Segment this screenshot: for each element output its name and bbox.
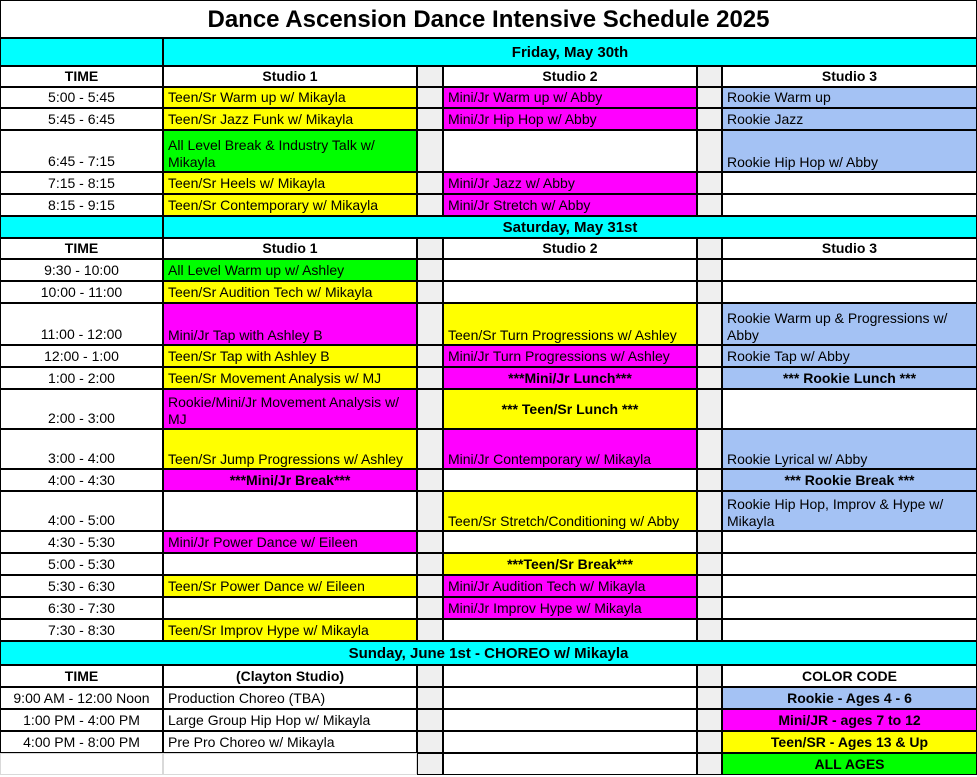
time-slot bbox=[0, 194, 163, 216]
class-block bbox=[163, 130, 417, 172]
class-block bbox=[163, 389, 417, 429]
class-block bbox=[722, 194, 977, 216]
class-block bbox=[722, 108, 977, 130]
class-block bbox=[443, 597, 697, 619]
time-slot bbox=[0, 597, 163, 619]
class-block bbox=[163, 194, 417, 216]
class-block-text: Mini/Jr Warm up w/ Abby bbox=[448, 89, 603, 105]
class-block bbox=[163, 709, 417, 731]
class-block bbox=[722, 172, 977, 194]
class-block-text: Teen/Sr Jazz Funk w/ Mikayla bbox=[168, 110, 354, 127]
saturday-col-studio1 bbox=[163, 238, 417, 259]
spacer-cell bbox=[417, 731, 443, 753]
friday-col-studio3-text: Studio 3 bbox=[821, 68, 878, 84]
class-block bbox=[722, 259, 977, 281]
spacer-cell bbox=[697, 575, 722, 597]
time-slot-text: 10:00 - 11:00 bbox=[40, 284, 123, 300]
class-block bbox=[722, 130, 977, 172]
spacer-cell bbox=[417, 575, 443, 597]
class-block bbox=[722, 281, 977, 303]
class-block bbox=[443, 429, 697, 469]
spacer-cell bbox=[697, 553, 722, 575]
spacer-cell bbox=[697, 491, 722, 531]
color-code-item bbox=[722, 753, 977, 775]
spacer-cell bbox=[417, 87, 443, 108]
friday-col-time bbox=[0, 66, 163, 87]
spacer-cell bbox=[697, 665, 722, 687]
saturday-banner-left bbox=[0, 216, 163, 238]
spacer-cell bbox=[417, 619, 443, 641]
class-block-text: ***Mini/Jr Break*** bbox=[229, 471, 351, 488]
class-block bbox=[163, 367, 417, 389]
class-block bbox=[443, 367, 697, 389]
time-slot bbox=[0, 281, 163, 303]
time-slot-text: 5:00 - 5:45 bbox=[48, 89, 115, 105]
time-slot bbox=[0, 87, 163, 108]
empty-cell bbox=[0, 753, 163, 775]
class-block-text: Teen/Sr Warm up w/ Mikayla bbox=[168, 89, 346, 105]
spacer-cell bbox=[697, 130, 722, 172]
spacer-cell bbox=[417, 531, 443, 553]
class-block-text: Mini/Jr Contemporary w/ Mikayla bbox=[448, 451, 652, 467]
saturday-col-time-text: TIME bbox=[64, 240, 99, 256]
class-block bbox=[443, 172, 697, 194]
time-slot bbox=[0, 367, 163, 389]
class-block-text: Rookie/Mini/Jr Movement Analysis w/ MJ bbox=[168, 394, 400, 427]
saturday-col-studio3 bbox=[722, 238, 977, 259]
color-code-item-text: Rookie - Ages 4 - 6 bbox=[787, 689, 912, 706]
empty-cell bbox=[443, 687, 697, 709]
spacer-cell bbox=[697, 303, 722, 345]
time-slot-text: 4:00 - 4:30 bbox=[48, 472, 115, 488]
friday-day-header bbox=[163, 38, 977, 66]
class-block bbox=[163, 303, 417, 345]
class-block-text: Rookie Lyrical w/ Abby bbox=[727, 451, 868, 467]
class-block bbox=[163, 345, 417, 367]
time-slot-text: 2:00 - 3:00 bbox=[48, 410, 115, 426]
class-block-text: *** Rookie Break *** bbox=[784, 471, 915, 488]
time-slot-text: 11:00 - 12:00 bbox=[40, 326, 123, 342]
spacer-cell bbox=[417, 429, 443, 469]
time-slot-text: 9:00 AM - 12:00 Noon bbox=[13, 689, 150, 706]
class-block-text: Teen/Sr Jump Progressions w/ Ashley bbox=[168, 451, 403, 467]
time-slot-text: 5:45 - 6:45 bbox=[48, 111, 115, 127]
time-slot bbox=[0, 731, 163, 753]
class-block bbox=[163, 731, 417, 753]
time-slot-text: 4:00 PM - 8:00 PM bbox=[23, 733, 140, 750]
class-block bbox=[163, 553, 417, 575]
class-block-text: All Level Break & Industry Talk w/ Mikayla bbox=[168, 137, 375, 170]
time-slot-text: 5:00 - 5:30 bbox=[48, 556, 115, 572]
class-block bbox=[163, 429, 417, 469]
class-block bbox=[163, 597, 417, 619]
saturday-day-header bbox=[163, 216, 977, 238]
time-slot bbox=[0, 531, 163, 553]
spacer-cell bbox=[417, 130, 443, 172]
class-block-text: Rookie Hip Hop, Improv & Hype w/ Mikayla bbox=[727, 496, 944, 529]
class-block-text: Rookie Warm up bbox=[727, 89, 831, 105]
class-block bbox=[163, 87, 417, 108]
time-slot bbox=[0, 491, 163, 531]
class-block bbox=[722, 597, 977, 619]
class-block bbox=[722, 367, 977, 389]
class-block bbox=[722, 619, 977, 641]
sunday-col-time-text: TIME bbox=[64, 667, 99, 684]
spacer-cell bbox=[697, 687, 722, 709]
class-block bbox=[443, 194, 697, 216]
friday-col-time-text: TIME bbox=[64, 68, 99, 84]
spacer-cell bbox=[417, 303, 443, 345]
class-block bbox=[722, 531, 977, 553]
saturday-day-header-text: Saturday, May 31st bbox=[502, 218, 638, 236]
class-block bbox=[163, 575, 417, 597]
time-slot bbox=[0, 303, 163, 345]
sunday-col-studio-text: (Clayton Studio) bbox=[235, 667, 345, 684]
class-block bbox=[722, 303, 977, 345]
spacer-cell bbox=[417, 687, 443, 709]
spacer-cell bbox=[417, 281, 443, 303]
spacer-cell bbox=[417, 345, 443, 367]
time-slot bbox=[0, 709, 163, 731]
spacer-cell bbox=[697, 172, 722, 194]
time-slot-text: 5:30 - 6:30 bbox=[48, 578, 115, 594]
spacer-cell bbox=[417, 597, 443, 619]
class-block bbox=[163, 281, 417, 303]
time-slot bbox=[0, 130, 163, 172]
friday-col-studio1 bbox=[163, 66, 417, 87]
class-block-text: Mini/Jr Turn Progressions w/ Ashley bbox=[448, 347, 670, 364]
saturday-col-time bbox=[0, 238, 163, 259]
class-block bbox=[163, 687, 417, 709]
sunday-col-time bbox=[0, 665, 163, 687]
saturday-spacer bbox=[417, 238, 443, 259]
friday-spacer bbox=[417, 66, 443, 87]
time-slot-text: 7:15 - 8:15 bbox=[48, 175, 115, 191]
spacer-cell bbox=[417, 469, 443, 491]
sunday-day-header bbox=[0, 641, 977, 665]
spacer-cell bbox=[417, 108, 443, 130]
class-block bbox=[722, 553, 977, 575]
spacer-cell bbox=[417, 753, 443, 775]
time-slot bbox=[0, 345, 163, 367]
time-slot-text: 8:15 - 9:15 bbox=[48, 197, 115, 213]
saturday-col-studio1-text: Studio 1 bbox=[262, 240, 318, 256]
class-block-text: Production Choreo (TBA) bbox=[168, 689, 326, 706]
class-block bbox=[443, 281, 697, 303]
time-slot-text: 9:30 - 10:00 bbox=[44, 262, 119, 278]
time-slot bbox=[0, 108, 163, 130]
class-block bbox=[443, 619, 697, 641]
time-slot-text: 6:30 - 7:30 bbox=[48, 600, 115, 616]
spacer-cell bbox=[697, 753, 722, 775]
class-block-text: Mini/Jr Stretch w/ Abby bbox=[448, 196, 591, 213]
class-block bbox=[443, 553, 697, 575]
time-slot-text: 3:00 - 4:00 bbox=[48, 450, 115, 466]
spacer-cell bbox=[417, 259, 443, 281]
class-block bbox=[163, 259, 417, 281]
color-code-item bbox=[722, 709, 977, 731]
time-slot-text: 1:00 PM - 4:00 PM bbox=[23, 711, 140, 728]
time-slot-text: 12:00 - 1:00 bbox=[44, 348, 119, 364]
friday-col-studio2 bbox=[443, 66, 697, 87]
class-block-text: ***Mini/Jr Lunch*** bbox=[508, 369, 632, 386]
class-block-text: Rookie Hip Hop w/ Abby bbox=[727, 154, 878, 170]
spacer-cell bbox=[417, 172, 443, 194]
class-block bbox=[443, 303, 697, 345]
class-block-text: Teen/Sr Turn Progressions w/ Ashley bbox=[448, 327, 677, 343]
class-block-text: ***Teen/Sr Break*** bbox=[507, 555, 633, 572]
class-block-text: Teen/Sr Contemporary w/ Mikayla bbox=[168, 196, 379, 213]
spacer-cell bbox=[697, 345, 722, 367]
spacer-cell bbox=[697, 597, 722, 619]
saturday-col-studio2 bbox=[443, 238, 697, 259]
spacer-cell bbox=[697, 429, 722, 469]
spacer-cell bbox=[697, 194, 722, 216]
color-code-item-text: Mini/JR - ages 7 to 12 bbox=[778, 711, 921, 728]
class-block bbox=[722, 389, 977, 429]
class-block bbox=[163, 531, 417, 553]
color-code-item bbox=[722, 687, 977, 709]
class-block bbox=[163, 491, 417, 531]
color-code-item bbox=[722, 731, 977, 753]
spacer-cell bbox=[417, 194, 443, 216]
class-block bbox=[722, 87, 977, 108]
spacer-cell bbox=[697, 619, 722, 641]
class-block-text: Teen/Sr Audition Tech w/ Mikayla bbox=[168, 283, 373, 300]
class-block bbox=[722, 345, 977, 367]
color-code-item-text: Teen/SR - Ages 13 & Up bbox=[770, 733, 929, 750]
class-block-text: Pre Pro Choreo w/ Mikayla bbox=[168, 733, 335, 750]
friday-col-studio3 bbox=[722, 66, 977, 87]
spacer-cell bbox=[697, 709, 722, 731]
class-block bbox=[443, 130, 697, 172]
spacer-cell bbox=[697, 531, 722, 553]
spacer-cell bbox=[697, 108, 722, 130]
class-block-text: Mini/Jr Power Dance w/ Eileen bbox=[168, 533, 358, 550]
class-block-text: Rookie Jazz bbox=[727, 110, 804, 127]
class-block bbox=[163, 108, 417, 130]
friday-spacer bbox=[697, 66, 722, 87]
spacer-cell bbox=[417, 389, 443, 429]
empty-cell bbox=[443, 753, 697, 775]
class-block-text: Mini/Jr Tap with Ashley B bbox=[168, 327, 323, 343]
sunday-day-header-text: Sunday, June 1st - CHOREO w/ Mikayla bbox=[348, 644, 629, 662]
time-slot bbox=[0, 469, 163, 491]
class-block-text: Teen/Sr Stretch/Conditioning w/ Abby bbox=[448, 513, 680, 529]
time-slot-text: 4:00 - 5:00 bbox=[48, 512, 115, 528]
spacer-cell bbox=[697, 469, 722, 491]
spacer-cell bbox=[697, 259, 722, 281]
class-block-text: All Level Warm up w/ Ashley bbox=[168, 261, 345, 278]
time-slot bbox=[0, 575, 163, 597]
class-block-text: *** Rookie Lunch *** bbox=[782, 369, 917, 386]
class-block bbox=[722, 469, 977, 491]
saturday-col-studio3-text: Studio 3 bbox=[821, 240, 878, 256]
class-block bbox=[163, 469, 417, 491]
sunday-col-studio bbox=[163, 665, 417, 687]
saturday-spacer bbox=[697, 238, 722, 259]
time-slot bbox=[0, 172, 163, 194]
class-block bbox=[443, 87, 697, 108]
class-block-text: Rookie Warm up & Progressions w/ Abby bbox=[727, 310, 948, 343]
class-block-text: Mini/Jr Hip Hop w/ Abby bbox=[448, 110, 597, 127]
spacer-cell bbox=[417, 553, 443, 575]
spacer-cell bbox=[697, 367, 722, 389]
class-block bbox=[722, 491, 977, 531]
friday-col-studio1-text: Studio 1 bbox=[262, 68, 318, 84]
class-block bbox=[163, 172, 417, 194]
class-block bbox=[443, 491, 697, 531]
class-block bbox=[443, 389, 697, 429]
spacer-cell bbox=[697, 389, 722, 429]
color-code-title bbox=[722, 665, 977, 687]
empty-cell bbox=[163, 753, 417, 775]
spacer-cell bbox=[697, 87, 722, 108]
empty-cell bbox=[443, 665, 697, 687]
class-block-text: *** Teen/Sr Lunch *** bbox=[501, 400, 639, 417]
color-code-item-text: ALL AGES bbox=[814, 755, 885, 772]
time-slot bbox=[0, 553, 163, 575]
spacer-cell bbox=[417, 491, 443, 531]
class-block bbox=[722, 575, 977, 597]
class-block bbox=[443, 531, 697, 553]
class-block bbox=[722, 429, 977, 469]
class-block-text: Mini/Jr Improv Hype w/ Mikayla bbox=[448, 599, 642, 616]
time-slot bbox=[0, 259, 163, 281]
class-block bbox=[443, 469, 697, 491]
class-block-text: Teen/Sr Movement Analysis w/ MJ bbox=[168, 369, 382, 386]
empty-cell bbox=[443, 709, 697, 731]
class-block-text: Teen/Sr Tap with Ashley B bbox=[168, 347, 330, 364]
class-block bbox=[443, 259, 697, 281]
time-slot bbox=[0, 429, 163, 469]
schedule-title: Dance Ascension Dance Intensive Schedule 2025 bbox=[0, 0, 977, 38]
saturday-col-studio2-text: Studio 2 bbox=[542, 240, 598, 256]
class-block bbox=[443, 575, 697, 597]
time-slot-text: 6:45 - 7:15 bbox=[48, 153, 115, 169]
class-block bbox=[443, 108, 697, 130]
time-slot bbox=[0, 687, 163, 709]
color-code-title-text: COLOR CODE bbox=[802, 667, 897, 684]
class-block-text: Large Group Hip Hop w/ Mikayla bbox=[168, 711, 371, 728]
class-block-text: Rookie Tap w/ Abby bbox=[727, 347, 850, 364]
spacer-cell bbox=[417, 665, 443, 687]
friday-banner-left bbox=[0, 38, 163, 66]
class-block-text: Teen/Sr Improv Hype w/ Mikayla bbox=[168, 621, 369, 638]
time-slot-text: 4:30 - 5:30 bbox=[48, 534, 115, 550]
time-slot bbox=[0, 619, 163, 641]
spacer-cell bbox=[697, 281, 722, 303]
time-slot-text: 1:00 - 2:00 bbox=[48, 370, 115, 386]
class-block bbox=[163, 619, 417, 641]
class-block-text: Teen/Sr Power Dance w/ Eileen bbox=[168, 577, 365, 594]
class-block-text: Mini/Jr Audition Tech w/ Mikayla bbox=[448, 577, 646, 594]
time-slot-text: 7:30 - 8:30 bbox=[48, 622, 115, 638]
spacer-cell bbox=[697, 731, 722, 753]
class-block-text: Mini/Jr Jazz w/ Abby bbox=[448, 174, 575, 191]
time-slot bbox=[0, 389, 163, 429]
spacer-cell bbox=[417, 367, 443, 389]
class-block bbox=[443, 345, 697, 367]
friday-day-header-text: Friday, May 30th bbox=[511, 43, 629, 61]
spacer-cell bbox=[417, 709, 443, 731]
class-block-text: Teen/Sr Heels w/ Mikayla bbox=[168, 174, 326, 191]
friday-col-studio2-text: Studio 2 bbox=[542, 68, 598, 84]
empty-cell bbox=[443, 731, 697, 753]
